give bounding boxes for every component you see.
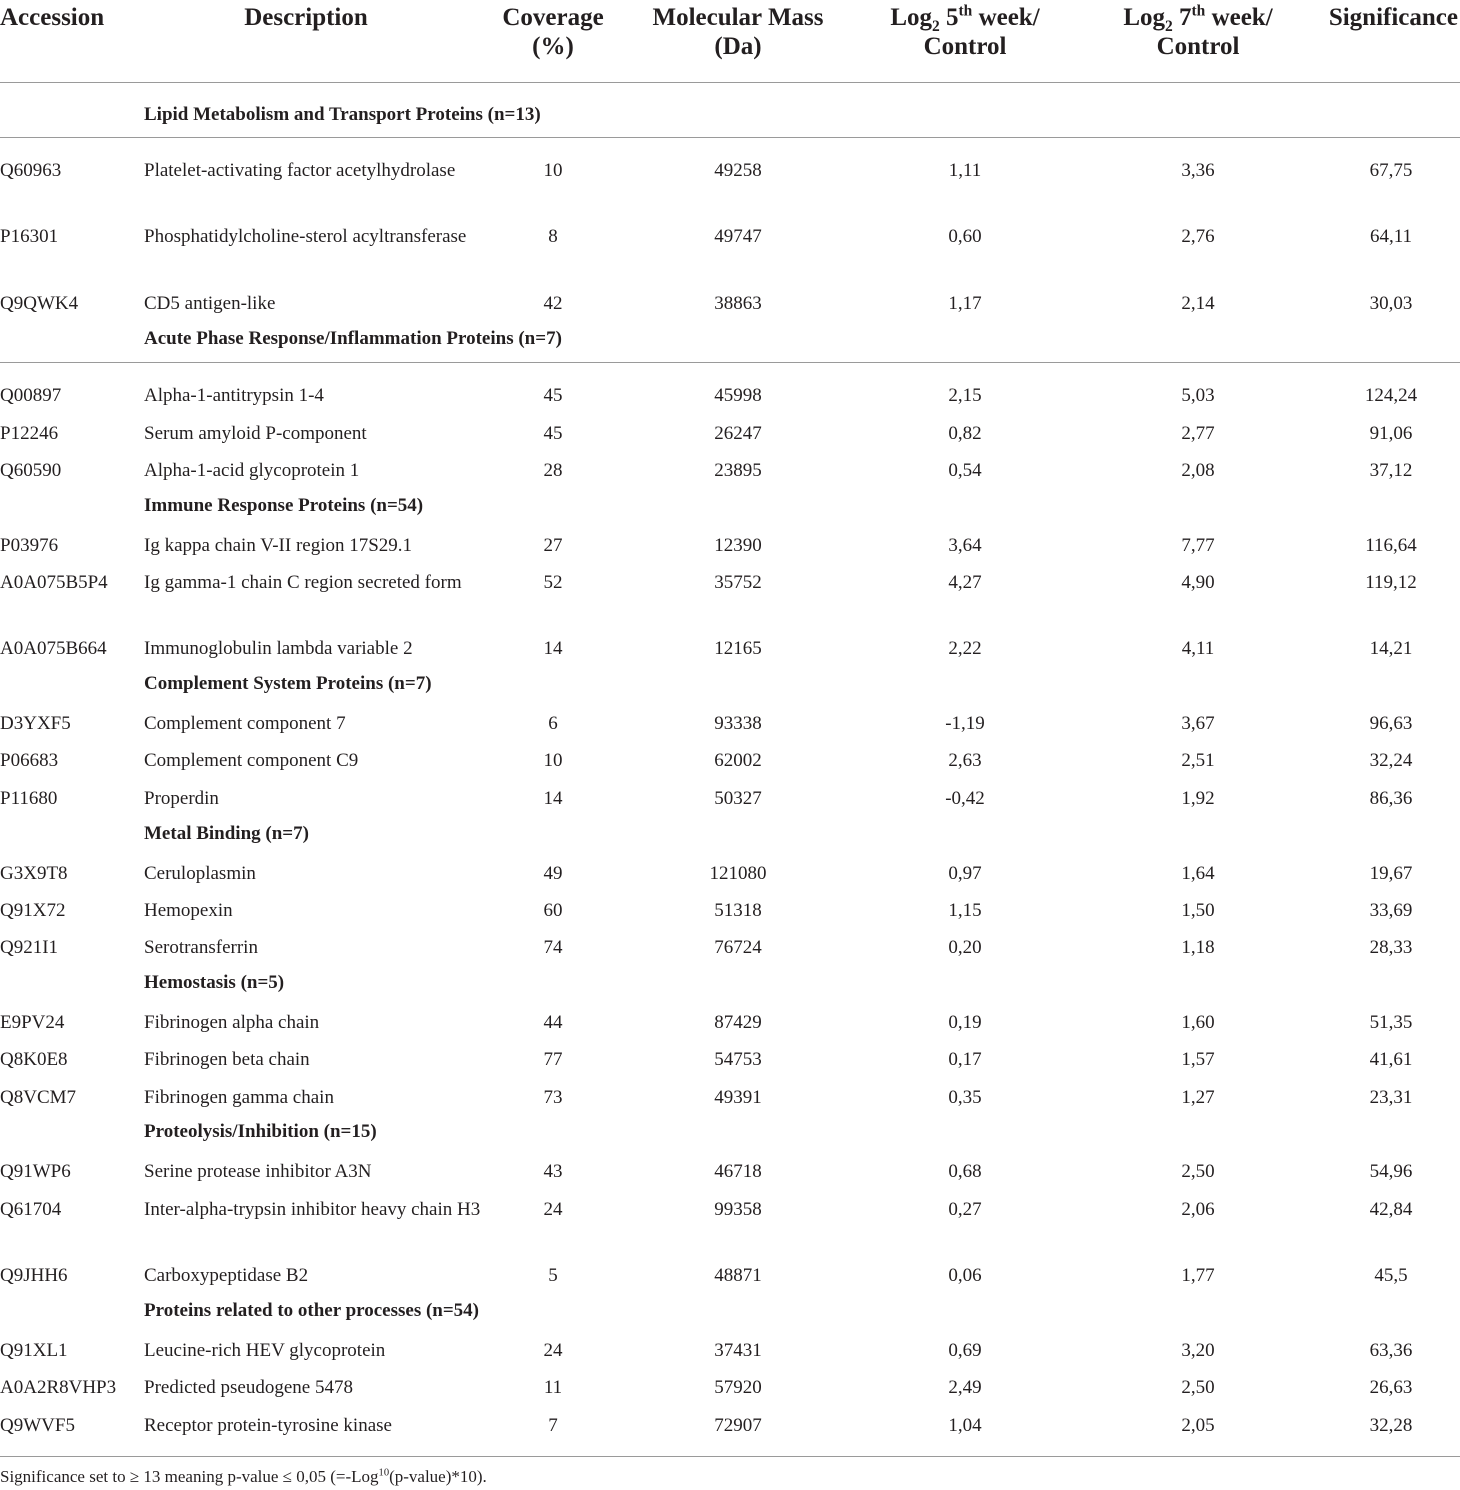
coverage-cell: 77	[543, 1049, 563, 1070]
mass-cell: 99358	[714, 1199, 762, 1220]
log2-week5-cell: 2,15	[948, 385, 982, 406]
mass-cell: 76724	[714, 937, 762, 958]
coverage-cell: 49	[543, 863, 563, 884]
header-rule	[0, 82, 1460, 83]
log2-week7-cell: 2,08	[1181, 460, 1215, 481]
significance-cell: 116,64	[1365, 535, 1417, 556]
significance-cell: 124,24	[1364, 385, 1418, 406]
coverage-cell: 45	[543, 423, 563, 444]
description-cell: Serine protease inhibitor A3N	[144, 1161, 372, 1182]
significance-cell: 33,69	[1369, 900, 1413, 921]
log2-week7-cell: 1,27	[1181, 1087, 1215, 1108]
header-log2-week5-line2: Control	[923, 33, 1007, 60]
accession-cell: Q9WVF5	[0, 1415, 75, 1436]
log2-week7-cell: 2,06	[1181, 1199, 1215, 1220]
significance-cell: 67,75	[1369, 160, 1413, 181]
coverage-cell: 14	[543, 788, 563, 809]
accession-cell: Q8VCM7	[0, 1087, 77, 1108]
significance-cell: 42,84	[1369, 1199, 1413, 1220]
log2-week5-cell: 0,06	[948, 1265, 982, 1286]
accession-cell: P03976	[0, 535, 59, 556]
log2-week5-cell: -0,42	[945, 788, 985, 809]
description-cell: Predicted pseudogene 5478	[144, 1377, 353, 1398]
mass-cell: 87429	[714, 1012, 762, 1033]
mass-cell: 62002	[714, 750, 762, 771]
accession-cell: P06683	[0, 750, 59, 771]
log2-week5-cell: 2,49	[948, 1377, 982, 1398]
mass-cell: 54753	[714, 1049, 762, 1070]
significance-cell: 63,36	[1369, 1340, 1413, 1361]
header-coverage-line1: Coverage	[502, 4, 604, 31]
significance-cell: 119,12	[1365, 572, 1417, 593]
log2-week7-cell: 1,50	[1181, 900, 1215, 921]
header-log2-week5-line1	[865, 2, 1065, 35]
log2-week7-cell: 1,60	[1181, 1012, 1215, 1033]
description-cell: Ig kappa chain V-II region 17S29.1	[144, 535, 413, 556]
description-cell: Immunoglobulin lambda variable 2	[144, 638, 413, 659]
log-subscript: 2	[932, 18, 940, 35]
significance-cell: 26,63	[1369, 1377, 1413, 1398]
mass-cell: 49747	[714, 226, 762, 247]
ordinal-suffix: th	[1191, 2, 1206, 20]
log2-week5-cell: 1,11	[948, 160, 982, 181]
description-cell: Complement component C9	[144, 750, 359, 771]
significance-cell: 41,61	[1369, 1049, 1413, 1070]
coverage-cell: 24	[543, 1199, 563, 1220]
description-cell: CD5 antigen-like	[144, 293, 276, 314]
significance-cell: 23,31	[1369, 1087, 1413, 1108]
coverage-cell: 6	[548, 713, 558, 734]
section-heading: Complement System Proteins (n=7)	[144, 673, 432, 694]
accession-cell: E9PV24	[0, 1012, 65, 1033]
footnote	[0, 1466, 487, 1488]
description-cell: Properdin	[144, 788, 219, 809]
significance-cell: 37,12	[1369, 460, 1413, 481]
log2-week5-cell: 1,17	[948, 293, 982, 314]
ordinal-suffix: th	[958, 2, 973, 20]
description-cell: Alpha-1-acid glycoprotein 1	[144, 460, 360, 481]
coverage-cell: 44	[543, 1012, 563, 1033]
description-cell: Complement component 7	[144, 713, 346, 734]
section-rule	[0, 362, 1460, 363]
week-number: 7	[1179, 4, 1192, 31]
log2-week5-cell: 2,63	[948, 750, 982, 771]
description-cell: Phosphatidylcholine-sterol acyltransferase	[144, 226, 467, 247]
log2-week7-cell: 4,11	[1181, 638, 1215, 659]
log2-week7-cell: 2,77	[1181, 423, 1215, 444]
header-log2-week7-line2: Control	[1156, 33, 1240, 60]
significance-cell: 32,28	[1369, 1415, 1413, 1436]
coverage-cell: 10	[543, 750, 563, 771]
significance-cell: 28,33	[1369, 937, 1413, 958]
table-header	[0, 0, 1460, 82]
footnote-text: Significance set to ≥ 13 meaning p-value ≤ 0,05 (=-Log	[0, 1467, 379, 1486]
mass-cell: 35752	[714, 572, 762, 593]
mass-cell: 49258	[714, 160, 762, 181]
accession-cell: G3X9T8	[0, 863, 68, 884]
week-label: week/	[978, 4, 1040, 31]
log2-week7-cell: 4,90	[1181, 572, 1215, 593]
section-rule	[0, 137, 1460, 138]
log-label: Log	[1123, 4, 1166, 31]
section-heading: Acute Phase Response/Inflammation Proteins (n=7)	[144, 328, 562, 349]
accession-cell: Q9JHH6	[0, 1265, 68, 1286]
coverage-cell: 28	[543, 460, 563, 481]
log2-week5-cell: 0,35	[948, 1087, 982, 1108]
log2-week7-cell: 1,57	[1181, 1049, 1215, 1070]
mass-cell: 12165	[714, 638, 762, 659]
mass-cell: 121080	[709, 863, 767, 884]
bottom-rule	[0, 1456, 1460, 1457]
log2-week7-cell: 3,36	[1181, 160, 1215, 181]
log2-week7-cell: 2,50	[1181, 1377, 1215, 1398]
header-accession: Accession	[0, 4, 105, 31]
significance-cell: 64,11	[1369, 226, 1413, 247]
log2-week7-cell: 3,67	[1181, 713, 1215, 734]
mass-cell: 49391	[714, 1087, 762, 1108]
section-heading: Hemostasis (n=5)	[144, 972, 285, 993]
accession-cell: Q91X72	[0, 900, 66, 921]
mass-cell: 37431	[714, 1340, 762, 1361]
log2-week7-cell: 2,05	[1181, 1415, 1215, 1436]
log2-week5-cell: 0,97	[948, 863, 982, 884]
description-cell: Receptor protein-tyrosine kinase	[144, 1415, 392, 1436]
log2-week7-cell: 5,03	[1181, 385, 1215, 406]
accession-cell: D3YXF5	[0, 713, 71, 734]
mass-cell: 23895	[714, 460, 762, 481]
description-cell: Platelet-activating factor acetylhydrolase	[144, 160, 456, 181]
section-heading: Lipid Metabolism and Transport Proteins (n=13)	[144, 104, 541, 125]
coverage-cell: 42	[543, 293, 563, 314]
accession-cell: P16301	[0, 226, 59, 247]
log2-week7-cell: 2,76	[1181, 226, 1215, 247]
accession-cell: Q61704	[0, 1199, 62, 1220]
log2-week7-cell: 1,77	[1181, 1265, 1215, 1286]
coverage-cell: 27	[543, 535, 563, 556]
accession-cell: P11680	[0, 788, 58, 809]
accession-cell: A0A075B5P4	[0, 572, 108, 593]
footnote-superscript: 10	[378, 1467, 390, 1479]
log2-week5-cell: 0,20	[948, 937, 982, 958]
significance-cell: 51,35	[1369, 1012, 1413, 1033]
significance-cell: 32,24	[1369, 750, 1413, 771]
coverage-cell: 43	[543, 1161, 563, 1182]
description-cell: Ig gamma-1 chain C region secreted form	[144, 572, 462, 593]
coverage-cell: 60	[543, 900, 563, 921]
header-log2-week7	[1098, 3, 1298, 61]
log2-week5-cell: 1,15	[948, 900, 982, 921]
log2-week5-cell: 0,82	[948, 423, 982, 444]
log2-week7-cell: 2,14	[1181, 293, 1215, 314]
coverage-cell: 7	[548, 1415, 558, 1436]
log2-week7-cell: 2,51	[1181, 750, 1215, 771]
header-description: Description	[244, 4, 368, 31]
accession-cell: Q91XL1	[0, 1340, 68, 1361]
log2-week5-cell: 3,64	[948, 535, 982, 556]
log2-week5-cell: 0,54	[948, 460, 982, 481]
section-heading: Proteolysis/Inhibition (n=15)	[144, 1121, 377, 1142]
accession-cell: Q60590	[0, 460, 62, 481]
significance-cell: 54,96	[1369, 1161, 1413, 1182]
accession-cell: Q921I1	[0, 937, 59, 958]
log2-week7-cell: 2,50	[1181, 1161, 1215, 1182]
coverage-cell: 11	[543, 1377, 563, 1398]
coverage-cell: 10	[543, 160, 563, 181]
mass-cell: 26247	[714, 423, 762, 444]
mass-cell: 57920	[714, 1377, 762, 1398]
accession-cell: Q60963	[0, 160, 62, 181]
significance-cell: 14,21	[1369, 638, 1413, 659]
log2-week5-cell: 4,27	[948, 572, 982, 593]
accession-cell: A0A075B664	[0, 638, 107, 659]
description-cell: Carboxypeptidase B2	[144, 1265, 309, 1286]
mass-cell: 38863	[714, 293, 762, 314]
coverage-cell: 45	[543, 385, 563, 406]
header-significance: Significance	[1328, 4, 1458, 31]
accession-cell: A0A2R8VHP3	[0, 1377, 117, 1398]
header-mass-line2: (Da)	[714, 33, 762, 60]
coverage-cell: 24	[543, 1340, 563, 1361]
description-cell: Ceruloplasmin	[144, 863, 256, 884]
header-coverage-line2: (%)	[532, 33, 574, 60]
log2-week7-cell: 1,64	[1181, 863, 1215, 884]
description-cell: Leucine-rich HEV glycoprotein	[144, 1340, 386, 1361]
section-heading: Metal Binding (n=7)	[144, 823, 309, 844]
log-subscript: 2	[1165, 18, 1173, 35]
week-number: 5	[946, 4, 959, 31]
coverage-cell: 73	[543, 1087, 563, 1108]
section-heading: Proteins related to other processes (n=54)	[144, 1300, 480, 1321]
log2-week5-cell: 0,69	[948, 1340, 982, 1361]
coverage-cell: 74	[543, 937, 563, 958]
header-log2-week5	[865, 3, 1065, 61]
section-heading: Immune Response Proteins (n=54)	[144, 495, 424, 516]
log2-week7-cell: 1,92	[1181, 788, 1215, 809]
description-cell: Alpha-1-antitrypsin 1-4	[144, 385, 324, 406]
log2-week5-cell: -1,19	[945, 713, 985, 734]
significance-cell: 96,63	[1369, 713, 1413, 734]
description-cell: Fibrinogen alpha chain	[144, 1012, 320, 1033]
log2-week7-cell: 7,77	[1181, 535, 1215, 556]
coverage-cell: 14	[543, 638, 563, 659]
log2-week5-cell: 0,27	[948, 1199, 982, 1220]
mass-cell: 45998	[714, 385, 762, 406]
mass-cell: 93338	[714, 713, 762, 734]
log2-week7-cell: 1,18	[1181, 937, 1215, 958]
mass-cell: 72907	[714, 1415, 762, 1436]
accession-cell: Q8K0E8	[0, 1049, 68, 1070]
header-mass	[628, 3, 848, 61]
accession-cell: Q9QWK4	[0, 293, 79, 314]
mass-cell: 46718	[714, 1161, 762, 1182]
coverage-cell: 8	[548, 226, 558, 247]
log2-week5-cell: 2,22	[948, 638, 982, 659]
footnote-text-end: (p-value)*10).	[389, 1467, 487, 1486]
log2-week7-cell: 3,20	[1181, 1340, 1215, 1361]
coverage-cell: 52	[543, 572, 563, 593]
description-cell: Serotransferrin	[144, 937, 258, 958]
significance-cell: 86,36	[1369, 788, 1413, 809]
header-log2-week7-line1	[1098, 2, 1298, 35]
description-cell: Inter-alpha-trypsin inhibitor heavy chain H3	[144, 1199, 481, 1220]
description-cell: Fibrinogen gamma chain	[144, 1087, 334, 1108]
accession-cell: Q91WP6	[0, 1161, 71, 1182]
log2-week5-cell: 0,19	[948, 1012, 982, 1033]
coverage-cell: 5	[548, 1265, 558, 1286]
accession-cell: Q00897	[0, 385, 62, 406]
week-label: week/	[1211, 4, 1273, 31]
significance-cell: 45,5	[1374, 1265, 1408, 1286]
log2-week5-cell: 0,60	[948, 226, 982, 247]
header-coverage	[488, 3, 618, 61]
log2-week5-cell: 0,68	[948, 1161, 982, 1182]
significance-cell: 91,06	[1369, 423, 1413, 444]
mass-cell: 51318	[714, 900, 762, 921]
description-cell: Serum amyloid P-component	[144, 423, 367, 444]
significance-cell: 19,67	[1369, 863, 1413, 884]
description-cell: Hemopexin	[144, 900, 233, 921]
significance-cell: 30,03	[1369, 293, 1413, 314]
mass-cell: 48871	[714, 1265, 762, 1286]
header-mass-line1: Molecular Mass	[652, 4, 824, 31]
log2-week5-cell: 0,17	[948, 1049, 982, 1070]
description-cell: Fibrinogen beta chain	[144, 1049, 310, 1070]
log2-week5-cell: 1,04	[948, 1415, 982, 1436]
mass-cell: 12390	[714, 535, 762, 556]
log-label: Log	[890, 4, 933, 31]
accession-cell: P12246	[0, 423, 59, 444]
mass-cell: 50327	[714, 788, 762, 809]
